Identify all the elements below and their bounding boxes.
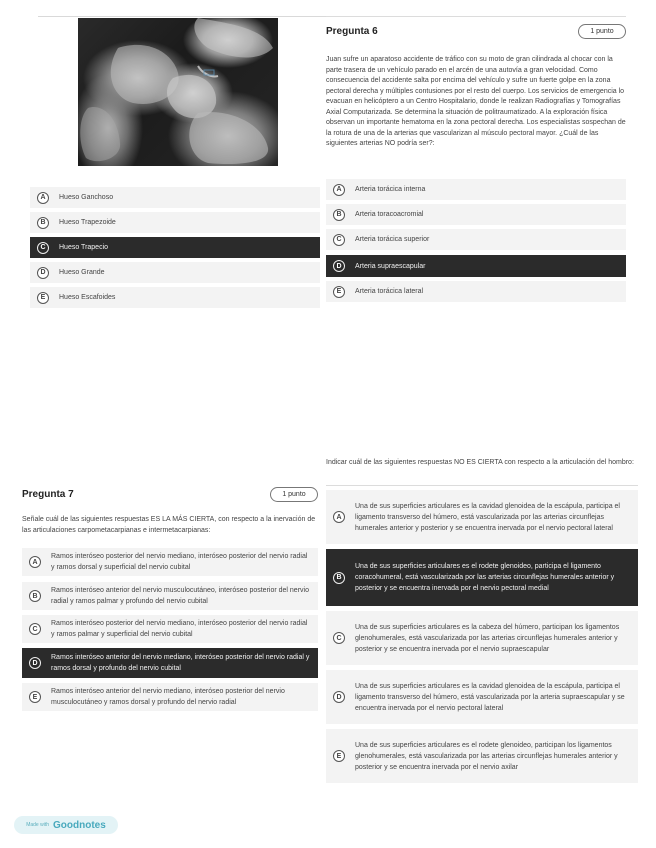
option-letter-e: E (37, 292, 49, 304)
option-letter-d: D (333, 260, 345, 272)
goodnotes-badge[interactable] (14, 816, 118, 834)
option-letter-e: E (29, 691, 41, 703)
q7-option-d-selected[interactable] (22, 648, 318, 678)
option-text: Hueso Ganchoso (59, 194, 114, 201)
option-letter-c: C (333, 632, 345, 644)
option-letter-b: B (333, 572, 345, 584)
q5-option-b[interactable] (30, 212, 320, 233)
q6-option-d-selected[interactable] (326, 255, 626, 277)
option-letter-d: D (37, 267, 49, 279)
q8-option-b-selected[interactable] (326, 549, 638, 606)
option-letter-e: E (333, 286, 345, 298)
q7-option-b[interactable] (22, 582, 318, 610)
q7-option-c[interactable] (22, 615, 318, 643)
option-letter-c: C (333, 234, 345, 246)
option-text: Hueso Escafoides (59, 294, 116, 301)
option-text: Hueso Trapecio (59, 244, 109, 251)
q7-question-text: Señale cuál de las siguientes respuestas ES LA MÁS CIERTA, con respecto a la inervación de las articulaciones carpometacarpianas e intermetacarpianas: (22, 516, 316, 534)
option-text: Una de sus superficies articulares es la cabeza del húmero, participan los ligamentos glenohumerales, está vascularizada por las arterias circunflejas humerales anterior y posterior y se encuentra inervada por el nervio supraescapular (355, 623, 620, 653)
option-letter-c: C (29, 623, 41, 635)
option-letter-b: B (333, 209, 345, 221)
q6-option-e[interactable] (326, 281, 626, 302)
q6-option-b[interactable] (326, 204, 626, 225)
q5-option-d[interactable] (30, 262, 320, 283)
q8-option-d[interactable] (326, 670, 638, 724)
option-text: Arteria torácica interna (355, 186, 426, 193)
q8-option-c[interactable] (326, 611, 638, 665)
xray-image (78, 18, 278, 166)
option-letter-c: C (37, 242, 49, 254)
option-text: Arteria supraescapular (355, 262, 426, 270)
q6-top-divider (326, 16, 626, 17)
option-text: Una de sus superficies articulares es la cavidad glenoidea de la escápula, participa el ligamento transverso del húmero, está vascularizada por las arterias circunflejas humerales anterior y posterior y se encuentra inervada por el nervio pectoral lateral (355, 502, 620, 532)
q8-question-text: Indicar cuál de las siguientes respuestas NO ES CIERTA con respecto a la articulación del hombro: (326, 459, 634, 466)
option-text: Una de sus superficies articulares es el rodete glenoideo, participan los ligamentos glenohumerales, está vascularizada por las arterias circunflejas humerales anterior y posterior y se encuentra inervada por el nervio axilar (355, 741, 618, 771)
option-text: Arteria toracoacromial (355, 211, 424, 218)
q8-option-e[interactable] (326, 729, 638, 783)
q5-option-c-selected[interactable] (30, 237, 320, 258)
goodnotes-logo: Goodnotes (53, 819, 106, 831)
q5-option-a[interactable] (30, 187, 320, 208)
option-text: Hueso Trapezoide (59, 219, 116, 226)
q7-option-a[interactable] (22, 548, 318, 576)
option-text: Una de sus superficies articulares es el rodete glenoideo, participa el ligamento coracohumeral, está vascularizada por las arterias circunflejas humerales anterior y posterior y se encuentra inervada por el nervio pectoral medial (355, 563, 615, 592)
q7-title: Pregunta 7 (22, 489, 74, 500)
q5-option-e[interactable] (30, 287, 320, 308)
option-letter-a: A (333, 184, 345, 196)
q8-option-a[interactable] (326, 490, 638, 544)
option-letter-a: A (29, 556, 41, 568)
option-letter-a: A (37, 192, 49, 204)
top-divider (38, 16, 328, 17)
q8-divider (326, 485, 638, 486)
option-text: Ramos interóseo posterior del nervio mediano, interóseo posterior del nervio radial y ramos palmar y superficial del nervio cubital (51, 620, 308, 638)
option-text: Ramos interóseo anterior del nervio musculocutáneo, interóseo posterior del nervio radial y ramos palmar y profundo del nervio cubital (51, 587, 309, 605)
option-letter-d: D (333, 691, 345, 703)
option-letter-b: B (37, 217, 49, 229)
option-text: Una de sus superficies articulares es la cavidad glenoidea de la escápula, participa el ligamento transverso del húmero, está vascularizada por la arteria supraescapular y se encuentra inervada por el nervio pectoral lateral (355, 682, 625, 712)
option-letter-d: D (29, 657, 41, 669)
q6-title: Pregunta 6 (326, 26, 378, 37)
q6-option-c[interactable] (326, 229, 626, 250)
q6-points-badge: 1 punto (578, 24, 626, 39)
q7-option-e[interactable] (22, 683, 318, 711)
option-text: Ramos interóseo anterior del nervio mediano, interóseo posterior del nervio musculocutáneo y ramos dorsal y profundo del nervio radial (51, 688, 285, 706)
option-text: Ramos interóseo anterior del nervio mediano, interóseo posterior del nervio radial y ramos dorsal y profundo del nervio cubital (51, 654, 310, 672)
option-text: Arteria torácica lateral (355, 288, 424, 295)
q7-points-badge: 1 punto (270, 487, 318, 502)
made-with-label: Made with (26, 822, 49, 828)
q6-question-text: Juan sufre un aparatoso accidente de tráfico con su moto de gran cilindrada al chocar con la parte trasera de un vehículo parado en el arcén de una autovía a gran velocidad. Como consecuencia del accidente salta por encima del vehículo y sufre un fuerte golpe en la zona pectoral derecha y múltiples contusiones por el resto del cuerpo. Los servicios de emergencia lo evacuan en helicóptero a un Centro Hospitalario, donde le realizan Radiografías y Tomografías Axial Computarizada. Se determina la situación de politraumatizado. A la exploración física observan un importante hematoma en la zona pectoral derecha. Los especialistas sospechan de la rotura de una de la arterias que vascularizan al músculo pectoral mayor. ¿Cuál de las siguientes arterias NO podría ser?: (326, 56, 626, 147)
option-letter-a: A (333, 511, 345, 523)
option-text: Arteria torácica superior (355, 236, 430, 243)
option-letter-b: B (29, 590, 41, 602)
option-text: Hueso Grande (59, 269, 105, 276)
q6-option-a[interactable] (326, 179, 626, 200)
option-text: Ramos interóseo posterior del nervio mediano, interóseo posterior del nervio radial y ramos dorsal y superficial del nervio cubital (51, 553, 308, 571)
option-letter-e: E (333, 750, 345, 762)
